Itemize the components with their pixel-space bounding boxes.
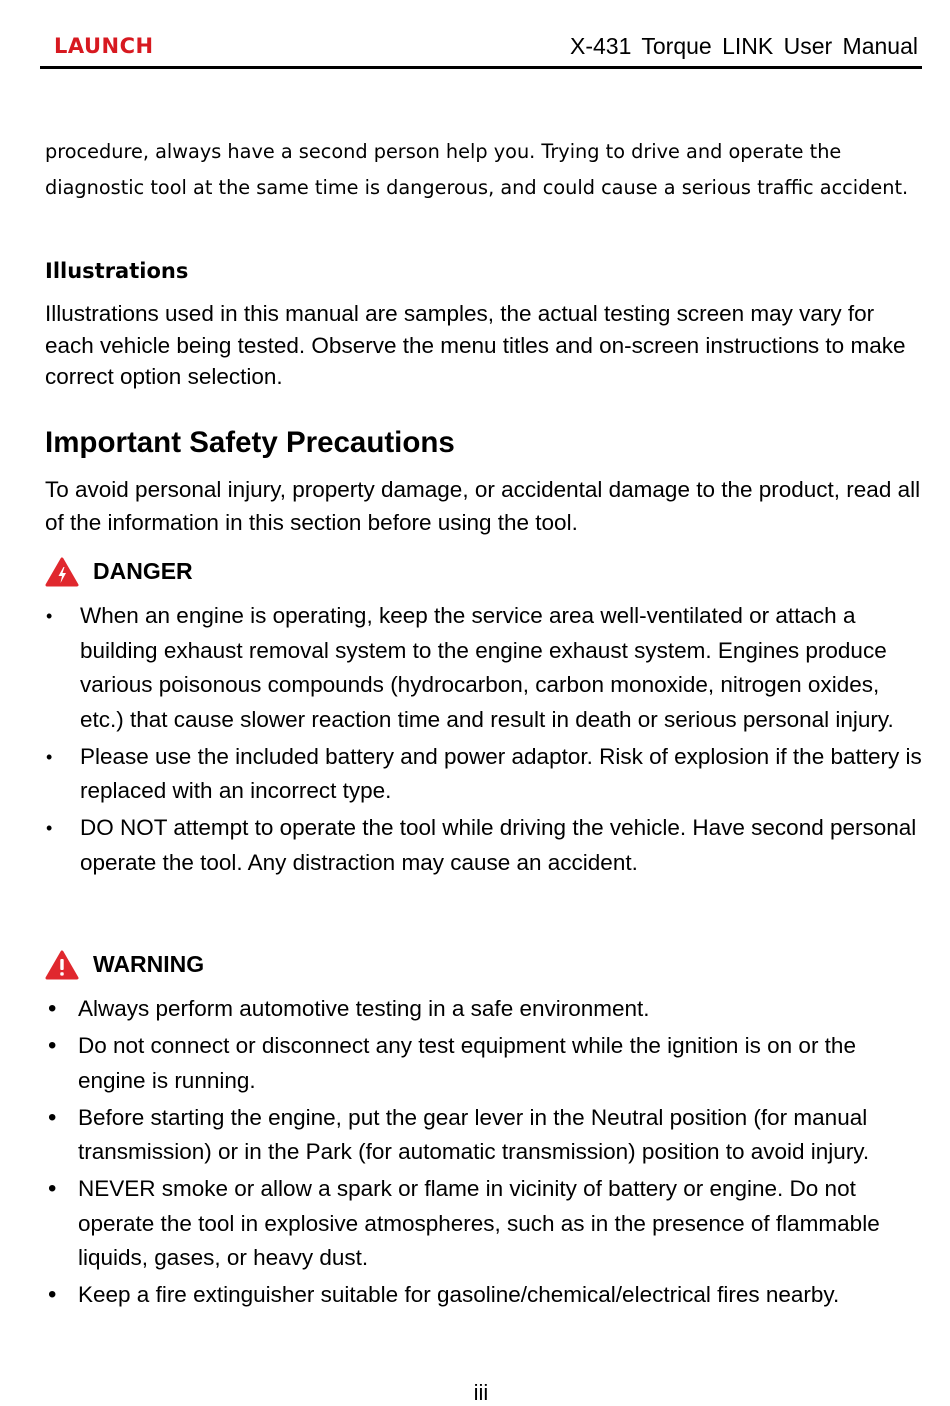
danger-triangle-icon: [45, 557, 79, 587]
page-number: iii: [473, 1380, 489, 1405]
list-item: • When an engine is operating, keep the service area well-ventilated or attach a building exhaust removal system to the engine exhaust system. Engines produce various poisonous compounds (hydrocarbon, carbon monoxide, nitrogen oxides, etc.) that cause slower reaction time and result in death or serious personal injury.: [45, 599, 925, 737]
illustrations-heading: Illustrations: [45, 259, 189, 283]
brand-logo: LAUNCH: [54, 34, 154, 58]
safety-paragraph: To avoid personal injury, property damage, or accidental damage to the product, read all of the information in this section before using the tool.: [45, 477, 921, 535]
list-item: • DO NOT attempt to operate the tool while driving the vehicle. Have second personal operate the tool. Any distraction may cause an accident.: [45, 811, 925, 880]
list-item: • NEVER smoke or allow a spark or flame in vicinity of battery or engine. Do not operate the tool in explosive atmospheres, such as in the presence of flammable liquids, gases, or heavy dust.: [45, 1172, 925, 1276]
intro-paragraph: procedure, always have a second person help you. Trying to drive and operate the diagnostic tool at the same time is dangerous, and could cause a serious traffic accident.: [45, 140, 909, 199]
safety-heading: Important Safety Precautions: [45, 426, 455, 459]
danger-label: DANGER: [93, 558, 193, 584]
page-header: [40, 30, 922, 69]
list-item: • Always perform automotive testing in a safe environment.: [45, 992, 925, 1027]
warning-triangle-icon: [45, 950, 79, 980]
list-item: • Before starting the engine, put the gear lever in the Neutral position (for manual transmission) or in the Park (for automatic transmission) position to avoid injury.: [45, 1101, 925, 1170]
document-title: X-431 Torque LINK User Manual: [570, 33, 918, 59]
warning-label: WARNING: [93, 951, 205, 977]
warning-list: [45, 992, 925, 1315]
list-item: • Keep a fire extinguisher suitable for gasoline/chemical/electrical fires nearby.: [45, 1278, 925, 1313]
list-item: • Please use the included battery and power adaptor. Risk of explosion if the battery is replaced with an incorrect type.: [45, 740, 925, 809]
illustrations-paragraph: Illustrations used in this manual are samples, the actual testing screen may vary for each vehicle being tested. Observe the menu titles and on-screen instructions to make correct option selection.: [45, 301, 906, 389]
list-item: • Do not connect or disconnect any test equipment while the ignition is on or the engine is running.: [45, 1029, 925, 1098]
danger-list: [45, 599, 925, 883]
